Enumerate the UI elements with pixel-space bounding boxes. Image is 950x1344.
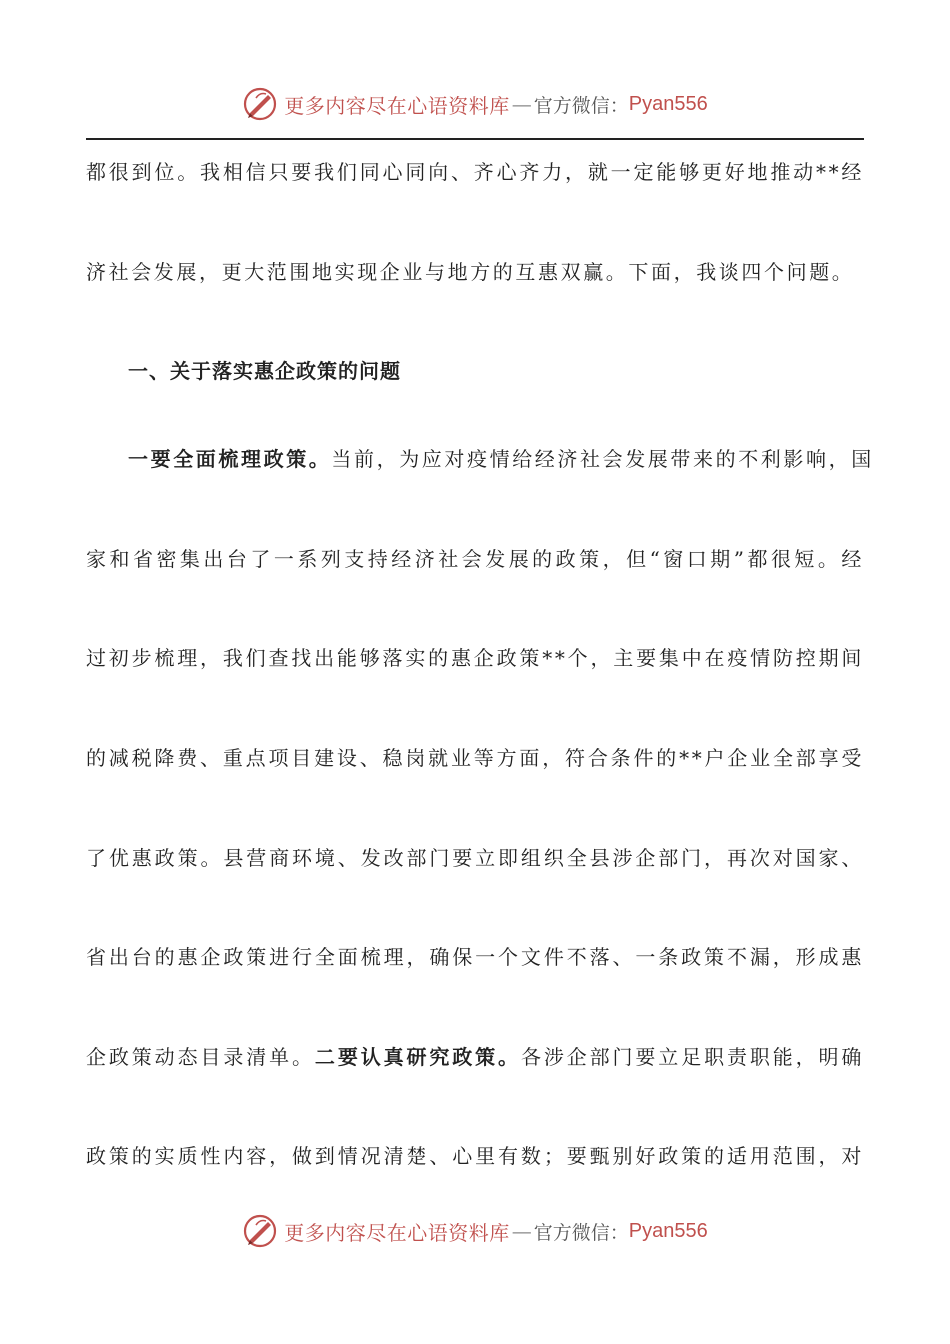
document-body: [86, 142, 874, 1226]
body-line: 了优惠政策。县营商环境、发改部门要立即组织全县涉企部门，再次对国家、: [86, 845, 864, 870]
banner-site-text: 更多内容尽在心语资料库: [284, 1220, 510, 1245]
pen-logo-icon: [242, 86, 278, 122]
pen-logo-icon: [242, 1213, 278, 1249]
footer-watermark-banner: [0, 1211, 950, 1251]
banner-separator: —: [511, 92, 532, 116]
body-line: 济社会发展，更大范围地实现企业与地方的互惠双赢。下面，我谈四个问题。: [86, 259, 855, 284]
body-line: [86, 1027, 864, 1127]
body-line: 政策的实质性内容，做到情况清楚、心里有数；要甄别好政策的适用范围，对: [86, 1144, 864, 1169]
body-line: 都很到位。我相信只要我们同心同向、齐心齐力，就一定能够更好地推动**经: [86, 160, 864, 184]
bold-lead: 一要全面梳理政策。: [128, 447, 332, 472]
body-line: 的减税降费、重点项目建设、稳岗就业等方面，符合条件的**户企业全部享受: [86, 745, 864, 770]
header-watermark-banner: [0, 84, 950, 124]
body-line: 过初步梳理，我们查找出能够落实的惠企政策**个，主要集中在疫情防控期间: [86, 646, 864, 671]
body-line: 家和省密集出台了一系列支持经济社会发展的政策，但“窗口期”都很短。经: [86, 546, 864, 571]
section-heading: 一、关于落实惠企政策的问题: [128, 359, 401, 384]
bold-lead: 二要认真研究政策。: [314, 1044, 521, 1069]
banner-site-text: 更多内容尽在心语资料库: [284, 93, 510, 118]
body-line: [86, 429, 874, 529]
body-line: 省出台的惠企政策进行全面梳理，确保一个文件不落、一条政策不漏，形成惠: [86, 945, 864, 970]
banner-wechat-label: 官方微信：: [533, 1221, 629, 1244]
header-divider: [86, 138, 864, 140]
banner-wechat-id: Pyan556: [628, 92, 708, 115]
body-text: 企政策动态目录清单。: [86, 1044, 315, 1069]
body-text: 当前，为应对疫情给经济社会发展带来的不利影响，国: [331, 447, 874, 472]
banner-separator: —: [511, 1219, 532, 1243]
banner-wechat-id: Pyan556: [628, 1219, 708, 1242]
body-text: 各涉企部门要立足职责职能，明确: [520, 1044, 865, 1069]
banner-wechat-label: 官方微信：: [533, 94, 629, 117]
